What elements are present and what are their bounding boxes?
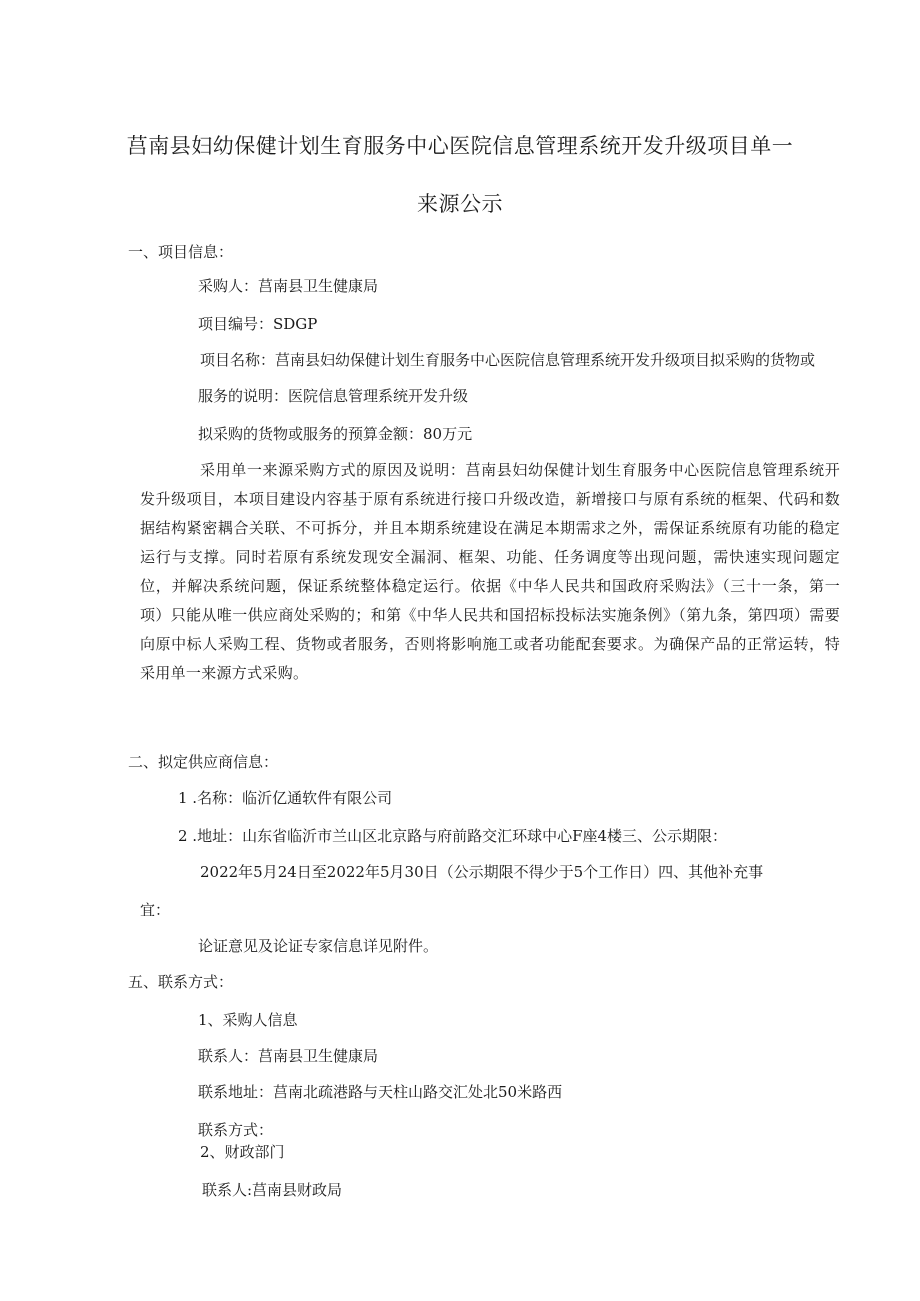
section-5-heading: 五、联系方式： (128, 973, 234, 991)
finance-department-subheading: 2、财政部门 (200, 1143, 285, 1161)
publicity-period-tail: 宜： (140, 901, 171, 919)
contact-method-line: 联系方式： (198, 1121, 274, 1139)
purchaser-info-subheading: 1、采购人信息 (198, 1011, 298, 1029)
project-number-line: 项目编号：SDGP (198, 315, 318, 333)
section-1-heading: 一、项目信息： (128, 243, 234, 261)
publicity-period-line: 2022年5月24日至2022年5月30日（公示期限不得少于5个工作日）四、其他补充事 (200, 863, 764, 881)
finance-contact-line: 联系人:莒南县财政局 (202, 1181, 343, 1199)
other-matters-line: 论证意见及论证专家信息详见附件。 (198, 937, 439, 955)
document-title-line-2: 来源公示 (417, 192, 503, 216)
project-name-line: 项目名称：莒南县妇幼保健计划生育服务中心医院信息管理系统开发升级项目拟采购的货物或 (200, 351, 816, 369)
goods-description-line: 服务的说明：医院信息管理系统开发升级 (198, 387, 469, 405)
budget-line: 拟采购的货物或服务的预算金额：80万元 (198, 425, 473, 443)
purchaser-line: 采购人：莒南县卫生健康局 (198, 277, 379, 295)
contact-person-line: 联系人：莒南县卫生健康局 (198, 1047, 379, 1065)
contact-address-line: 联系地址：莒南北疏港路与天柱山路交汇处北50米路西 (198, 1083, 563, 1101)
supplier-address-line: 2 .地址：山东省临沂市兰山区北京路与府前路交汇环球中心F座4楼三、公示期限： (178, 827, 728, 845)
single-source-reason-paragraph: 采用单一来源采购方式的原因及说明：莒南县妇幼保健计划生育服务中心医院信息管理系统开发升级项目，本项目建设内容基于原有系统进行接口升级改造，新增接口与原有系统的框架、代码和数据结构紧密耦合关联、不可拆分，并且本期系统建设在满足本期需求之外，需保证系统原有功能的稳定运行与支撑。同时若原有系统发现安全漏洞、框架、功能、任务调度等出现问题，需快速实现问题定位，并解决系统问题，保证系统整体稳定运行。依据《中华人民共和国政府采购法》（三十一条，第一项）只能从唯一供应商处采购的；和第《中华人民共和国招标投标法实施条例》（第九条，第四项）需要向原中标人采购工程、货物或者服务，否则将影响施工或者功能配套要求。为确保产品的正常运转，特采用单一来源方式采购。 (140, 461, 840, 682)
supplier-name-line: 1 .名称：临沂亿通软件有限公司 (178, 789, 393, 807)
document-title-line-1: 莒南县妇幼保健计划生育服务中心医院信息管理系统开发升级项目单一 (126, 134, 794, 158)
section-2-heading: 二、拟定供应商信息： (128, 753, 279, 771)
